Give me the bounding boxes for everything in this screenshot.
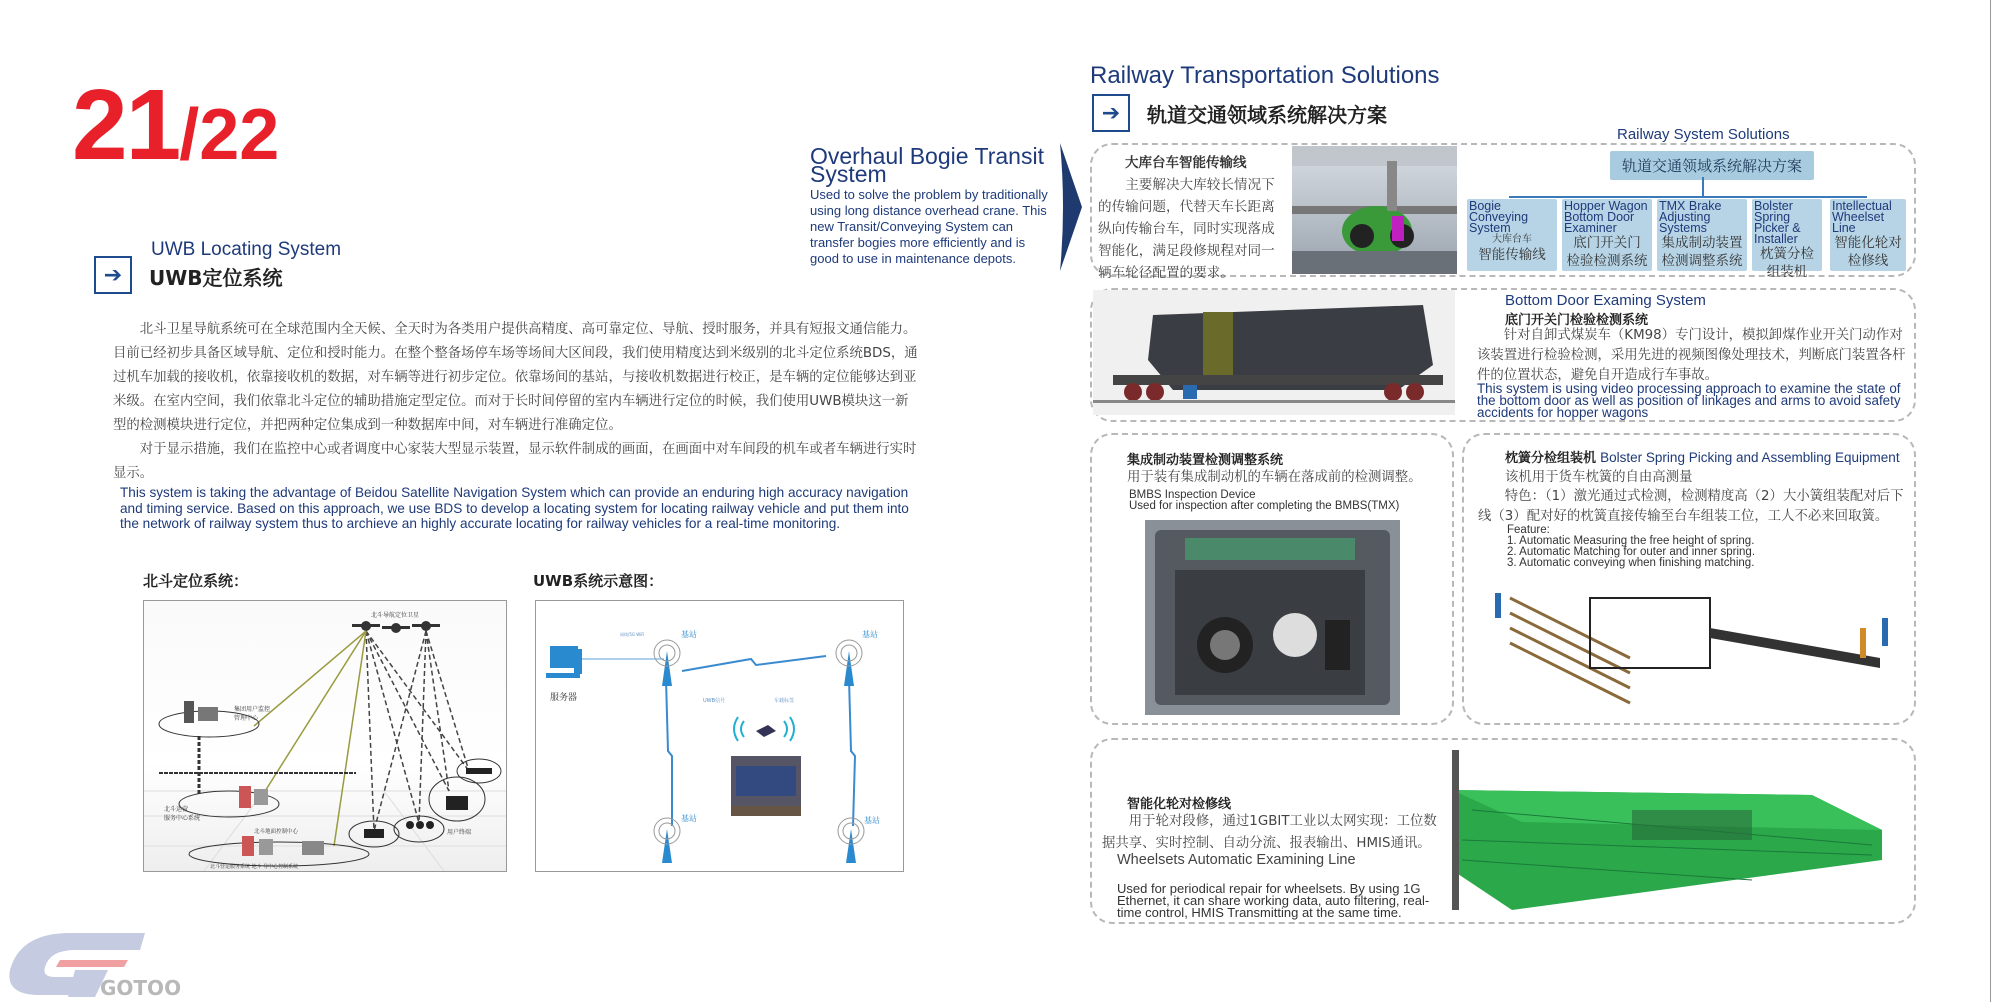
bottom-door-cn-title: 底门开关门检验检测系统 bbox=[1505, 313, 1649, 328]
server-label: 服务器 bbox=[550, 693, 578, 703]
base-station-label: 基站 bbox=[864, 816, 880, 825]
tmx-cn-text: 用于装有集成制动机的车辆在落成前的检测调整。 bbox=[1127, 470, 1422, 485]
org-node-bolster bbox=[1752, 199, 1822, 280]
bolster-features bbox=[1507, 525, 1755, 569]
arrow-right-icon: ➔ bbox=[1092, 94, 1130, 132]
uwb-diagram bbox=[535, 600, 904, 872]
org-node-cn: 枕簧分检 bbox=[1760, 246, 1814, 262]
base-station-label: 基站 bbox=[862, 630, 878, 639]
page-total: /22 bbox=[179, 95, 280, 175]
gotoo-logo bbox=[0, 925, 200, 1002]
beidou-diagram-label: 北斗定位系统： bbox=[143, 572, 249, 590]
wheelset-en-title: Wheelsets Automatic Examining Line bbox=[1117, 852, 1356, 868]
org-node-cn: 检修线 bbox=[1847, 253, 1889, 269]
feature-item: 3. Automatic conveying when finishing matching. bbox=[1507, 557, 1755, 569]
wheelset-line-image bbox=[1452, 750, 1882, 910]
monitor-center-label: 管理中心 bbox=[234, 715, 259, 722]
org-node-tmx bbox=[1657, 199, 1747, 271]
org-node-cn: 检测调整系统 bbox=[1661, 253, 1743, 269]
org-chart-root: 轨道交通领域系统解决方案 bbox=[1610, 151, 1814, 180]
org-node-cn: 集成制动装置 bbox=[1661, 235, 1743, 251]
bottom-label: 北斗营运服务系统 地斗 导中心控制系统 bbox=[210, 864, 299, 870]
tmx-en-title: BMBS Inspection Device bbox=[1129, 489, 1256, 501]
bolster-cn-title: 枕簧分检组装机 bbox=[1505, 451, 1597, 466]
beidou-diagram bbox=[143, 600, 507, 872]
bolster-cn-text1: 该机用于货车枕簧的自由高测量 bbox=[1505, 470, 1693, 485]
org-node-cn: 组装机 bbox=[1766, 264, 1808, 280]
wheelset-en-text: Used for periodical repair for wheelsets. By using 1G Ethernet, it can share working data, auto filtering, real-time control, HMIS Transmitting at the same time. bbox=[1117, 881, 1430, 920]
chevron-right-icon bbox=[1060, 143, 1084, 275]
logo-text: GOTOO bbox=[100, 976, 182, 1000]
tmx-en-body: Used for inspection after completing the BMBS(TMX) bbox=[1129, 500, 1400, 512]
org-connector bbox=[1509, 196, 1867, 198]
base-station-label: 基站 bbox=[681, 630, 697, 639]
arrow-right-icon: ➔ bbox=[94, 256, 132, 294]
overhaul-description: Used to solve the problem by traditionally using long distance overhead crane. This new Transit/Conveying System can transfer bogies more efficiently and is good to use in maintenance depots. bbox=[810, 187, 1048, 266]
satellite-label: 北斗导航定位卫星 bbox=[371, 612, 420, 619]
uwb-signal-label: UWB信号 bbox=[703, 698, 726, 704]
tmx-cn-title: 集成制动装置检测调整系统 bbox=[1127, 453, 1284, 468]
page-current: 21 bbox=[72, 69, 180, 181]
bottom-door-cn-text bbox=[1477, 326, 1913, 386]
org-node-en: Intellectual Wheelset Line bbox=[1832, 199, 1892, 235]
org-node-en: Bolster Spring Picker & Installer bbox=[1754, 199, 1801, 246]
service-center-label: 服务中心系统 bbox=[164, 815, 201, 822]
page-number bbox=[72, 68, 279, 183]
feature-item: 1. Automatic Measuring the free height of spring. bbox=[1507, 535, 1755, 547]
bottom-door-en-text: This system is using video processing approach to examine the state of the bottom door as well as position of linkages and arms to avoid safety accidents for hopper wagons bbox=[1477, 381, 1901, 420]
bottom-door-cn-body: 针对自卸式煤炭车（KM98）专门设计，模拟卸煤作业开关门动作对该装置进行检验检测，采用先进的视频图像处理技术，判断底门装置各杆件的位置状态，避免自开造成行车事故。 bbox=[1477, 328, 1906, 383]
base-station-label: 基站 bbox=[681, 814, 697, 823]
org-node-cn: 大库台车 bbox=[1492, 234, 1532, 245]
org-node-cn: 智能传输线 bbox=[1478, 247, 1546, 263]
org-node-cn: 智能化轮对 bbox=[1834, 235, 1902, 251]
railway-cn-title: 轨道交通领域系统解决方案 bbox=[1147, 103, 1387, 127]
org-node-cn: 检验检测系统 bbox=[1566, 253, 1648, 269]
user-terminal-label: 用户终端 bbox=[447, 829, 472, 836]
wheelset-cn-title: 智能化轮对检修线 bbox=[1127, 797, 1232, 812]
bolster-title bbox=[1505, 447, 1900, 466]
overhaul-title: Overhaul Bogie Transit System bbox=[810, 143, 1044, 187]
uwb-cn-description bbox=[113, 318, 921, 486]
bmbs-device-image bbox=[1145, 520, 1400, 715]
cn-paragraph: 对于显示措施，我们在监控中心或者调度中心家装大型显示装置，显示软件制成的画面，在画面中对车间段的机车或者车辆进行实时显示。 bbox=[113, 442, 917, 481]
hopper-wagon-image bbox=[1093, 290, 1455, 415]
wheelset-cn-text bbox=[1102, 811, 1450, 855]
bottom-door-en-title: Bottom Door Examing System bbox=[1505, 292, 1706, 309]
feature-item: 2. Automatic Matching for outer and inner spring. bbox=[1507, 546, 1756, 558]
org-node-wheelset bbox=[1830, 199, 1906, 271]
org-chart-title: Railway System Solutions bbox=[1617, 126, 1790, 143]
org-node-hopper bbox=[1562, 199, 1652, 271]
bogie-image bbox=[1292, 146, 1457, 274]
cn-paragraph: 北斗卫星导航系统可在全球范围内全天候、全天时为各类用户提供高精度、高可靠定位、导航、授时服务，并具有短报文通信能力。目前已经初步具备区域导航、定位和授时能力。在整个整备场停车场等场间大区间段，我们使用精度达到米级别的北斗定位系统BDS，通过机车加载的接收机，依靠接收机的数据，对车辆等进行初步定位。依靠场间的基站，与接收机数据进行校正，是车辆的定位能够达到亚米级。在室内空间，我们依靠北斗定位的辅助措施定型定位。而对于长时间停留的室内车辆进行定位的时候，我们使用UWB模块这一新型的检测模块进行定位，并把两种定位集成到一种数据库中间，对车辆进行准确定位。 bbox=[113, 322, 918, 433]
control-center-label: 北斗地面控制中心 bbox=[254, 829, 299, 835]
tmx-en-text bbox=[1129, 490, 1399, 512]
bogie-cn-text: 主要解决大库较长情况下的传输问题，代替天车长距离纵向传输台车，同时实现落成智能化，满足段修规程对同一辆车轮径配置的要求。 bbox=[1098, 177, 1275, 281]
uwb-diagram-label: UWB系统示意图： bbox=[533, 572, 664, 590]
org-connector bbox=[1702, 177, 1704, 197]
org-node-en: Hopper Wagon Bottom Door Examiner bbox=[1564, 199, 1648, 235]
monitor-center-label: 集团用户监控 bbox=[234, 706, 271, 713]
org-node-cn: 底门开关门 bbox=[1573, 235, 1641, 251]
vehicle-tag-label: 车载标签 bbox=[774, 698, 795, 704]
page-edge bbox=[1990, 0, 1991, 1002]
service-center-label: 北斗运营 bbox=[164, 806, 189, 813]
bolster-cn-text2 bbox=[1478, 487, 1910, 527]
bolster-en-title: Bolster Spring Picking and Assembling Equipment bbox=[1600, 450, 1900, 465]
bogie-text bbox=[1098, 152, 1288, 284]
org-node-en: TMX Brake Adjusting Systems bbox=[1659, 199, 1722, 235]
uwb-cn-title: UWB定位系统 bbox=[149, 266, 283, 290]
uwb-en-description: This system is taking the advantage of Beidou Satellite Navigation System which can provide an enduring high accuracy navigation and timing service. Based on this approach, we use BDS to develop a locating system for locating railway vehicle and put them into the network of railway system thus to archieve an highly accurate locating for railway vehicles for a real-time monitoring. bbox=[120, 485, 909, 531]
uwb-en-title: UWB Locating System bbox=[151, 239, 342, 260]
features-label: Feature: bbox=[1507, 524, 1550, 536]
railway-en-title: Railway Transportation Solutions bbox=[1090, 62, 1440, 89]
bolster-cn-body: 特色：（1）激光通过式检测，检测精度高（2）大小簧组装配对后下线（3）配对好的枕簧直接传输至台车组装工位，工人不必来回取簧。 bbox=[1478, 489, 1904, 524]
wheelset-cn-body: 用于轮对段修，通过1GBIT工业以太网实现：工位数据共享、实时控制、自动分流、报表输出、HMIS通讯。 bbox=[1102, 814, 1437, 851]
network-label: 网线/5G WiFi bbox=[620, 632, 645, 637]
bolster-equipment-image bbox=[1490, 568, 1900, 713]
org-node-en: Bogie Conveying System bbox=[1469, 199, 1529, 235]
bogie-cn-title: 大库台车智能传输线 bbox=[1125, 155, 1247, 171]
org-node-bogie bbox=[1467, 199, 1557, 271]
